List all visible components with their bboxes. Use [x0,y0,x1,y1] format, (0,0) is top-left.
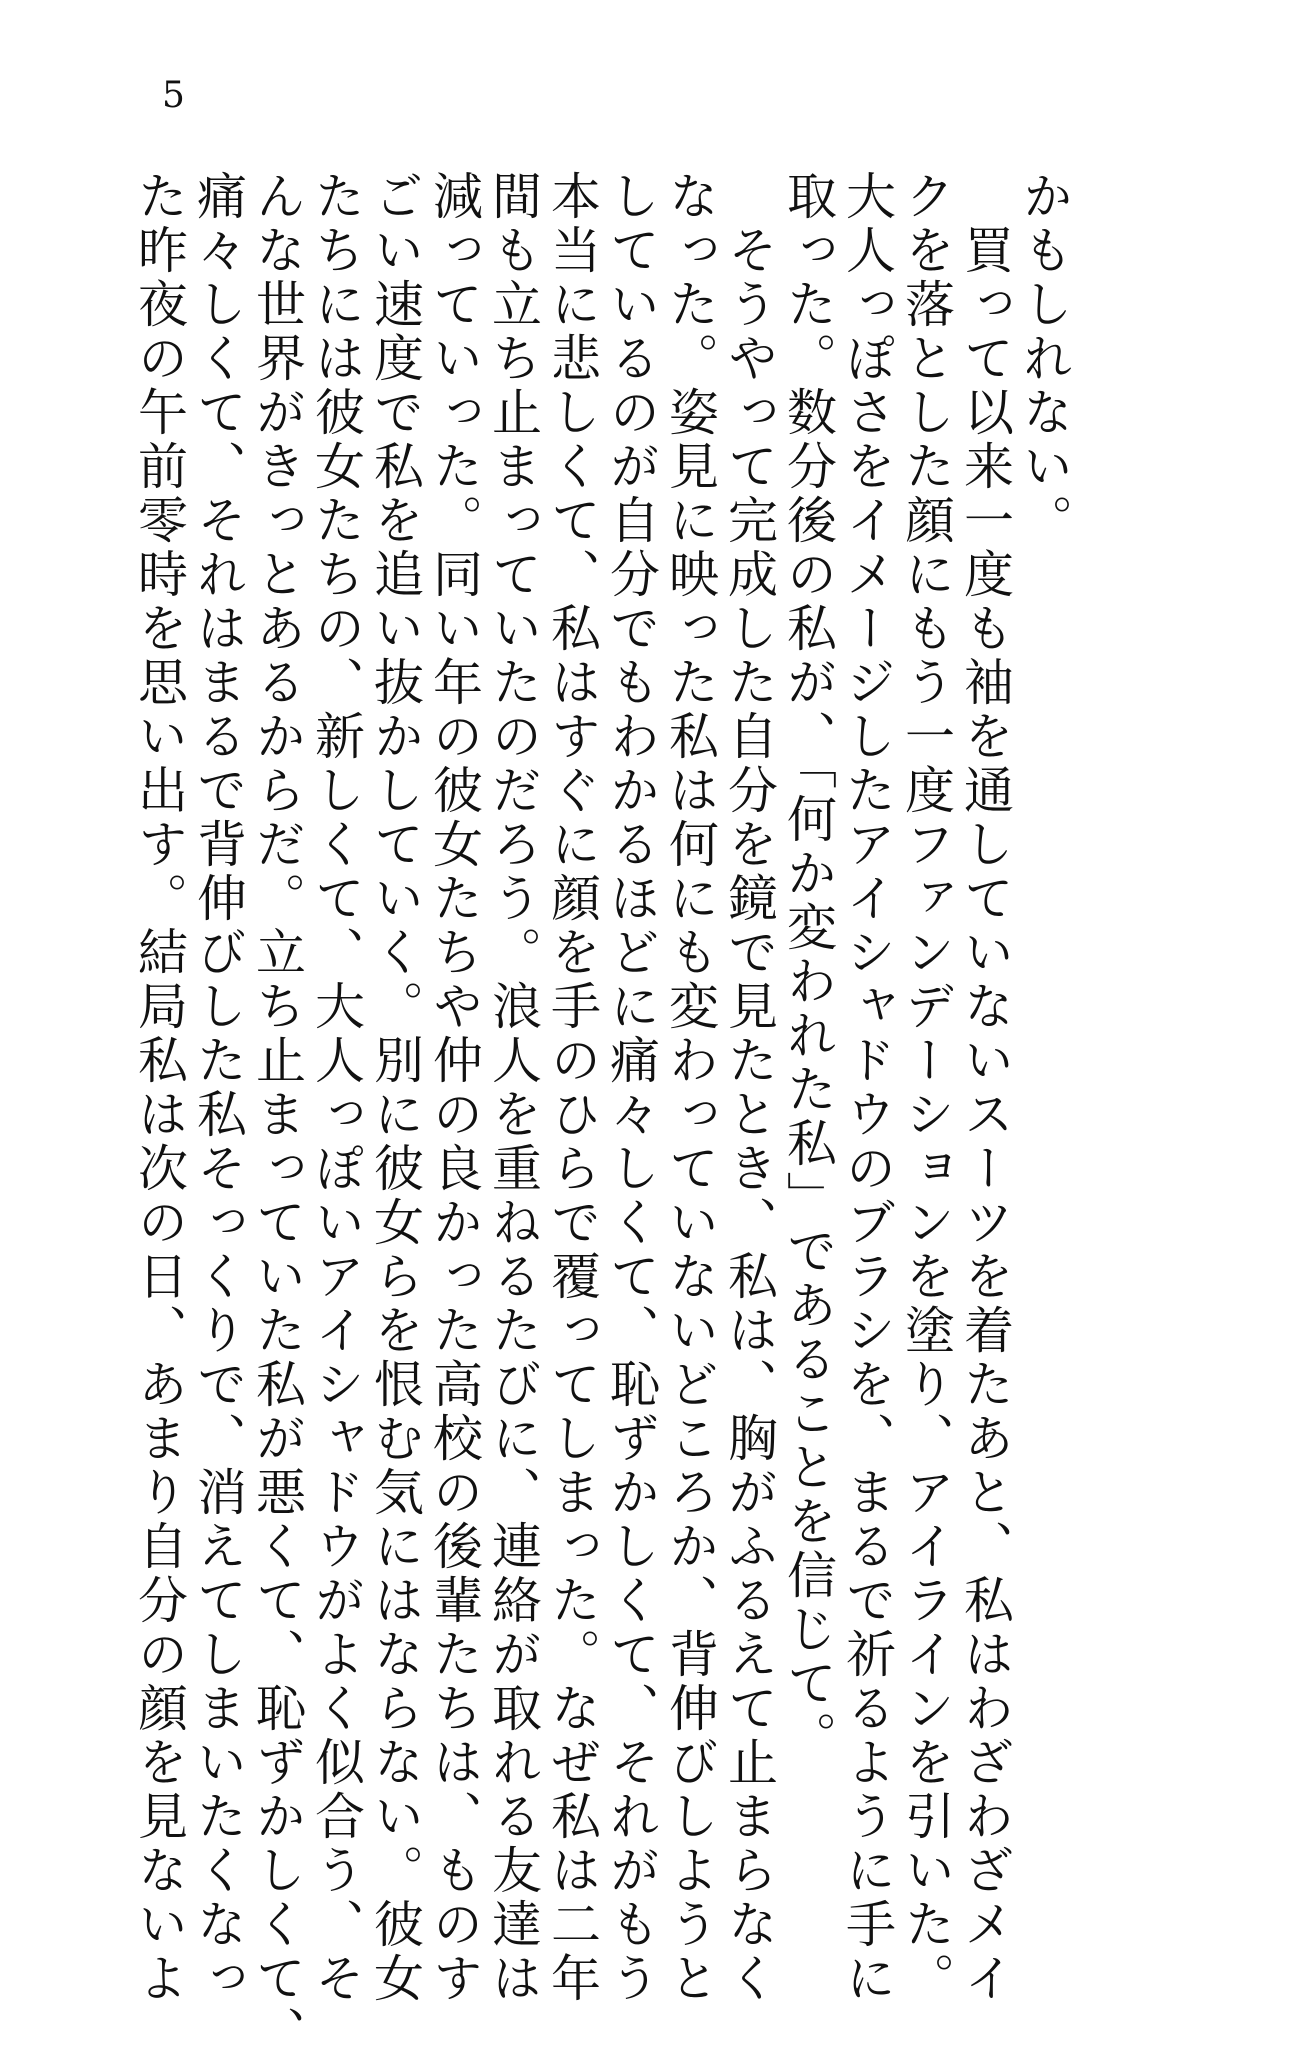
text-line: 間も立ち止まっていたのだろう。浪人を重ねるたびに、連絡が取れる友達は [484,170,542,2006]
text-line: 取った。数分後の私が、「何か変われた私」であることを信じて。 [779,170,837,1765]
text-line: んな世界がきっとあるからだ。立ち止まっていた私が悪くて、恥ずかしくて、 [248,170,306,2060]
text-line: かもしれない。 [1015,170,1073,548]
page-number: 5 [162,75,185,116]
text-line: そうやって完成した自分を鏡で見たとき、私は、胸がふるえて止まらなく [720,170,778,2006]
text-line: 大人っぽさをイメージしたアイシャドウのブラシを、まるで祈るように手に [838,170,896,2006]
text-line: た昨夜の午前零時を思い出す。結局私は次の日、あまり自分の顔を見ないよ [130,170,188,2006]
text-line: 本当に悲しくて、私はすぐに顔を手のひらで覆ってしまった。なぜ私は二年 [543,170,601,2006]
text-line: 買って以来一度も袖を通していないスーツを着たあと、私はわざわざメイ [956,170,1014,2006]
text-line: しているのが自分でもわかるほどに痛々しくて、恥ずかしくて、それがもう [602,170,660,2006]
text-line: なった。姿見に映った私は何にも変わっていないどころか、背伸びしようと [661,170,719,2006]
text-line: ごい速度で私を追い抜かしていく。別に彼女らを恨む気にはならない。彼女 [366,170,424,2006]
vertical-text-body [129,170,1073,2060]
text-line: クを落とした顔にもう一度ファンデーションを塗り、アイラインを引いた。 [897,170,955,2006]
text-line: 減っていった。同い年の彼女たちや仲の良かった高校の後輩たちは、ものす [425,170,483,2006]
text-line: たちには彼女たちの、新しくて、大人っぽいアイシャドウがよく似合う、そ [307,170,365,2006]
text-line: 痛々しくて、それはまるで背伸びした私そっくりで、消えてしまいたくなっ [189,170,247,2006]
